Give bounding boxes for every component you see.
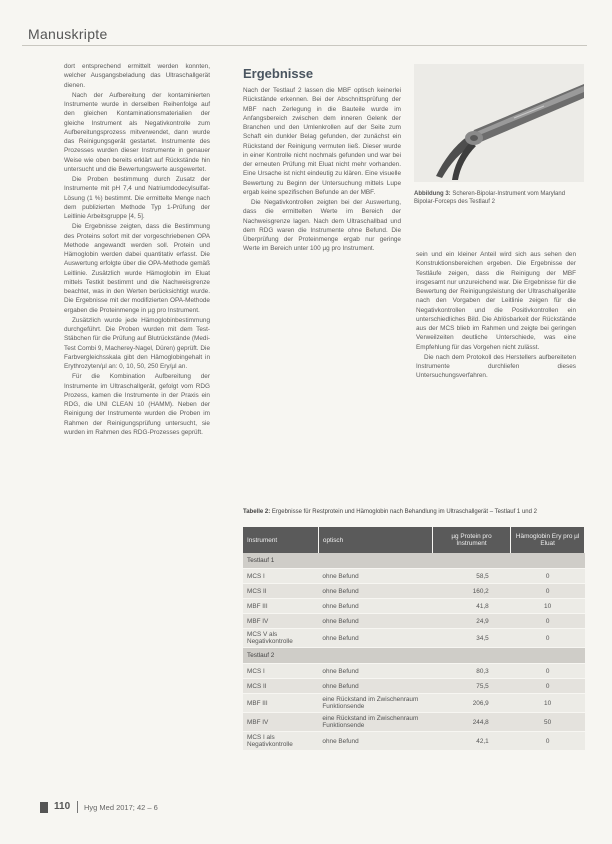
footer-marker [40, 802, 48, 813]
paragraph: Die Negativkontrollen zeigten bei der Auswertung, dass die ermittelten Werte im Bereich der Nachweisgrenze lagen. Nach dem Ultraschallbad und dem RDG waren die Instrumente ohne Befund. Die Überprüfung der Proteinmenge ergab nur geringe Werte im Bereich unter 100 µg pro Instrument. [243, 199, 401, 253]
paragraph: Für die Kombination Aufbereitung der Instrumente im Ultraschallgerät, gefolgt vom RDG Prozess, kamen die Instrumente in der Praxis ein RDG, die UNI CLEAN 10 (HAMM). Neben der Reinigung der Instrumente wurden die Proben im Rahmen der Reinigungsprüfung untersucht, sie wurden im Rahmen des RDG-Prozesses geprüft. [64, 373, 210, 436]
cell-hemoglobin: 50 [511, 713, 585, 732]
paragraph: Zusätzlich wurde jede Hämoglobinbestimmung durchgeführt. Die Proben wurden mit dem Test-Stäbchen für die Prüfung auf Blutrückstände (Medi-Test Combi 9, Macherey-Nagel, Düren) geprüft. Die Farbvergleichsskala gibt den Hämoglobingehalt in Erythrozyten/µl an: 0, 10, 50, 250 Ery/µl an. [64, 316, 210, 370]
table-row [243, 614, 585, 629]
table-group-label: Testlauf 1 [243, 553, 585, 569]
cell-optisch: eine Rückstand im Zwischenraum Funktionsende [318, 694, 432, 713]
table-row [243, 694, 585, 713]
cell-optisch: ohne Befund [318, 599, 432, 614]
paragraph: Die Ergebnisse zeigten, dass die Bestimmung des Proteins sofort mit der vorgeschriebenen OPA Methode angewandt werden soll. Protein und Hämoglobin werden dabei quantitativ erfasst. Die Auswertung erfolgte über die OPA-Methode gemäß Leitlinie. Zusätzlich wurde Hämoglobin im Eluat mittels Testkit bestimmt und die Nachweisgrenze beachtet, was in den Werten berücksichtigt wurde. Die Ergebnisse mit der modifizierten OPA-Methode ergaben die Proteinmenge in µg pro Instrument. [64, 223, 210, 314]
body-column-middle [243, 86, 401, 255]
cell-hemoglobin: 10 [511, 599, 585, 614]
table-row [243, 629, 585, 648]
cell-protein: 80,3 [432, 664, 510, 679]
cell-optisch: ohne Befund [318, 569, 432, 584]
section-title: Ergebnisse [243, 66, 314, 81]
cell-optisch: eine Rückstand im Zwischenraum Funktionsende [318, 713, 432, 732]
table-caption [243, 508, 583, 516]
paragraph: Nach der Testlauf 2 lassen die MBF optisch keinerlei Rückstände erkennen. Bei der Abschnittsprüfung der MBF nach Zerlegung in die Bauteile wurde im Anfangsbereich zwischen dem inneren Gelenk der Branchen und den Umlenkrollen auf der Seite zum Schaft ein dunkler Belag gefunden, der zunächst ein Rückstand der Reinigung vermuten ließ. Dieser wurde in einer Kontrolle nicht nochmals gefunden und war bei der erneuten Prüfung mit Eluat nicht mehr vorhanden. Eine Ursache ist nicht eindeutig zu klären. Eine visuelle Bewertung zu Beginn der Untersuchung mittels Lupe ergab keine spezifischen Befunde an der MBF. [243, 87, 401, 196]
paragraph: Nach der Aufbereitung der kontaminierten Instrumente wurde in derselben Reihenfolge auf den gleichen Kontaminationsmaterialien der gleiche Instrument als Negativkontrolle zum Aufbereitungsprozess mitverwendet, dann wurde das Reinigungsgerät gestartet. Instrumente des Prozesses wurden dieser Instrumente in genauer Weise wie oben bereits erklärt auf Rückstände hin untersucht und die Bewertungswerte ausgewertet. [64, 91, 210, 173]
cell-hemoglobin: 0 [511, 584, 585, 599]
table-row [243, 664, 585, 679]
paragraph: Die nach dem Protokoll des Herstellers aufbereiteten Instrumente durchliefen dieses Untersuchungsverfahren. [416, 353, 576, 380]
photo-caption-text: Scheren-Bipolar-Instrument vom Maryland Bipolar-Forceps des Testlauf 2 [414, 191, 566, 205]
table-row [243, 584, 585, 599]
results-table [243, 527, 585, 751]
table-group-row [243, 648, 585, 664]
table-group-label: Testlauf 2 [243, 648, 585, 664]
cell-hemoglobin: 10 [511, 694, 585, 713]
body-column-right [416, 250, 576, 382]
cell-protein: 41,8 [432, 599, 510, 614]
cell-protein: 160,2 [432, 584, 510, 599]
header-protein: µg Protein pro Instrument [432, 527, 510, 553]
cell-protein: 34,5 [432, 629, 510, 648]
cell-protein: 206,9 [432, 694, 510, 713]
cell-optisch: ohne Befund [318, 664, 432, 679]
page-header [0, 0, 612, 56]
cell-instrument: MBF IV [243, 713, 318, 732]
table-row [243, 732, 585, 751]
cell-optisch: ohne Befund [318, 629, 432, 648]
paragraph: dort entsprechend ermittelt werden konnten, welcher Ausgangsbeladung das Ultraschallgerät dienen. [64, 63, 210, 89]
cell-instrument: MBF IV [243, 614, 318, 629]
photo-caption-label: Abbildung 3: [414, 191, 451, 197]
page-number: 110 [54, 801, 71, 812]
table-group-row [243, 553, 585, 569]
cell-hemoglobin: 0 [511, 629, 585, 648]
footer-separator [77, 801, 78, 813]
cell-hemoglobin: 0 [511, 679, 585, 694]
cell-instrument: MBF III [243, 599, 318, 614]
table-row [243, 679, 585, 694]
table-header-row [243, 527, 585, 553]
cell-protein: 42,1 [432, 732, 510, 751]
table-row [243, 713, 585, 732]
cell-hemoglobin: 0 [511, 664, 585, 679]
cell-optisch: ohne Befund [318, 679, 432, 694]
cell-instrument: MCS I als Negativkontrolle [243, 732, 318, 751]
cell-instrument: MCS II [243, 679, 318, 694]
photo-caption [414, 190, 586, 206]
instrument-photo-image [414, 64, 584, 182]
header-instrument: Instrument [243, 527, 318, 553]
cell-instrument: MCS II [243, 584, 318, 599]
cell-instrument: MCS I [243, 569, 318, 584]
paragraph: sein und ein kleiner Anteil wird sich aus sehen den Konstruktionsbereichen ergeben. Die Ergebnisse der Testläufe zeigen, dass die Reinigung der MBF insgesamt nur unzureichend war. Die Ergebnisse für die Bewertung der Reinigungsleistung der Ultraschallgeräte nach den Vorgaben der Leitlinie zeigen für die Negativkontrollen und die Positivkontrollen ein unterschiedliches Bild. Die Ablösbarkeit der Rückstände aus der MCS blieb im Rahmen und zeigte bei geringen Verweilzeiten deutliche Unterschiede, was eine Empfehlung für das Vorgehen nicht zulässt. [416, 251, 576, 351]
body-column-left [64, 62, 210, 438]
section-header-title: Manuskripte [28, 26, 108, 42]
cell-instrument: MCS I [243, 664, 318, 679]
cell-instrument: MCS V als Negativkontrolle [243, 629, 318, 648]
cell-protein: 244,8 [432, 713, 510, 732]
cell-instrument: MBF III [243, 694, 318, 713]
journal-citation: Hyg Med 2017; 42 – 6 [84, 803, 158, 812]
table-caption-label: Tabelle 2: [243, 509, 271, 515]
cell-hemoglobin: 0 [511, 732, 585, 751]
header-optisch: optisch [318, 527, 432, 553]
table-row [243, 569, 585, 584]
cell-protein: 75,5 [432, 679, 510, 694]
cell-protein: 24,9 [432, 614, 510, 629]
cell-protein: 58,5 [432, 569, 510, 584]
paragraph: Die Proben bestimmung durch Zusatz der Instrumente mit pH 7,4 und Natriumdodecylsulfat-Lösung (1 %) bestimmt. Die ermittelte Menge nach dem publizierten Methode Typ 1-Prüfung der Leitlinie Arbeitsgruppe [4, 5]. [64, 176, 210, 220]
instrument-photo [414, 64, 584, 182]
header-divider [22, 45, 587, 46]
cell-optisch: ohne Befund [318, 584, 432, 599]
cell-hemoglobin: 0 [511, 569, 585, 584]
cell-optisch: ohne Befund [318, 614, 432, 629]
table-row [243, 599, 585, 614]
table-caption-text: Ergebnisse für Restprotein und Hämoglobin nach Behandlung im Ultraschallgerät – Testlauf 1 und 2 [271, 509, 537, 515]
header-hemoglobin: Hämoglobin Ery pro µl Eluat [511, 527, 585, 553]
cell-hemoglobin: 0 [511, 614, 585, 629]
cell-optisch: ohne Befund [318, 732, 432, 751]
